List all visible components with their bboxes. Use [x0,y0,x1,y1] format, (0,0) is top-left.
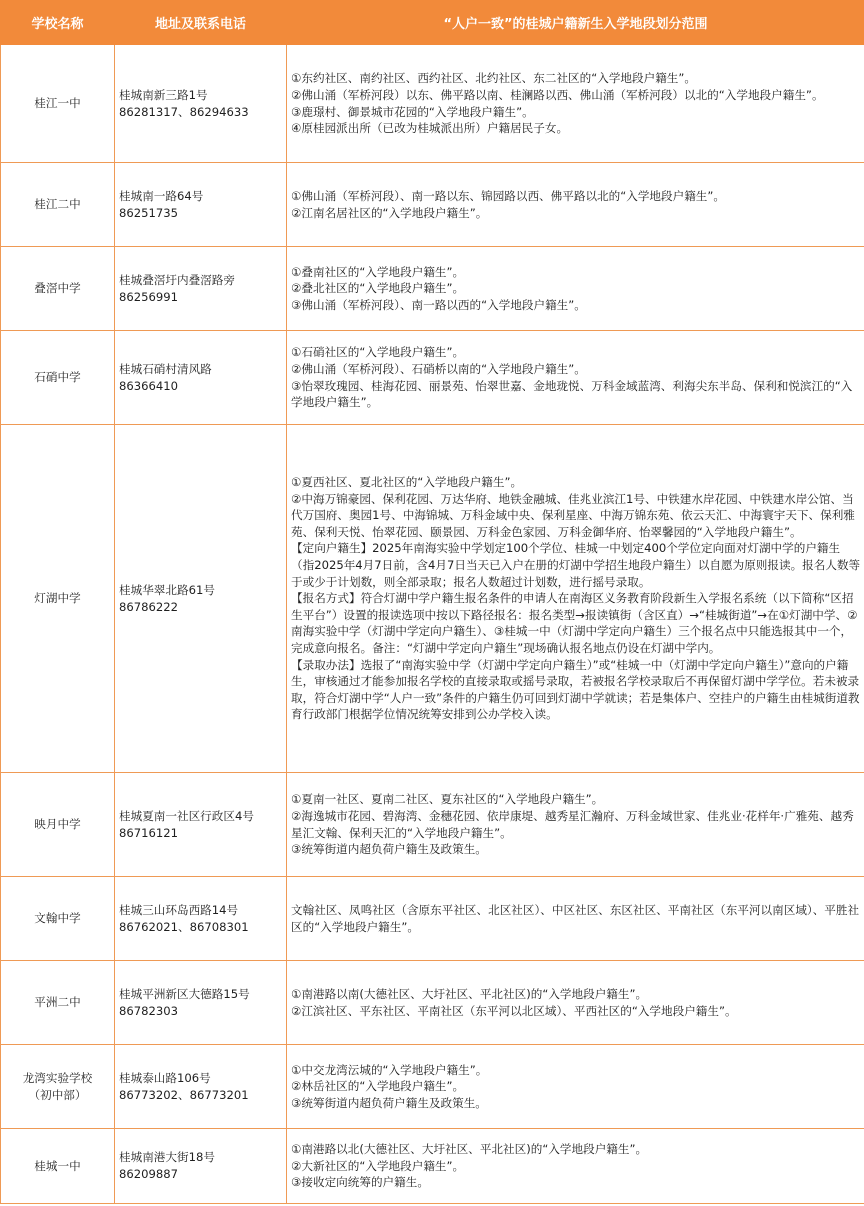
address-cell [115,163,287,247]
address-cell [115,1045,287,1129]
scope-item: ③怡翠玫瑰园、桂海花园、丽景苑、怡翠世嘉、金地珑悦、万科金域蓝湾、利海尖东半岛、保利和悦滨江的“入学地段户籍生”。 [291,378,853,410]
phone-text: 86281317、86294633 [119,104,249,119]
scope-item: ②佛山涌（军桥河段）、石硝桥以南的“入学地段户籍生”。 [291,361,586,376]
address-text: 桂城泰山路106号 [119,1070,211,1085]
table-row [1,1045,864,1129]
phone-text: 86786222 [119,599,179,614]
phone-text: 86251735 [119,205,179,220]
phone-text: 86256991 [119,289,179,304]
school-name-cell [1,425,115,773]
scope-item: ②佛山涌（军桥河段）以东、佛平路以南、桂澜路以西、佛山涌（军桥河段）以北的“入学地段户籍生”。 [291,87,824,102]
phone-text: 86762021、86708301 [119,919,249,934]
scope-cell [287,877,864,961]
scope-cell [287,331,864,425]
scope-cell [287,45,864,163]
address-text: 桂城夏南一社区行政区4号 [119,808,254,823]
scope-item: ③统筹街道内超负荷户籍生及政策生。 [291,842,487,857]
scope-item: ②中海万锦豪园、保利花园、万达华府、地铁金融城、佳兆业滨江1号、中铁建水岸花园、中铁建水岸公馆、当代万国府、奥园1号、中海锦城、万科金域中央、保利星座、中海万锦东苑、依云天汇、中海寰宇天下、保利雅苑、保利天悦、怡翠花园、颐景园、万科金色家园、万科金御华府、怡翠馨园的“入学地段户籍生”。 [291,491,855,539]
school-name-cell [1,961,115,1045]
school-name-cell [1,1129,115,1204]
table-row [1,1129,864,1204]
scope-item: ①叠南社区的“入学地段户籍生”。 [291,264,465,279]
table-row [1,425,864,773]
scope-cell [287,1129,864,1204]
scope-item: 【报名方式】符合灯湖中学户籍生报名条件的申请人在南海区义务教育阶段新生入学报名系统（以下简称“区招生平台”）设置的报读选项中按以下路径报名：报名类型→报读镇街（含区直）→“桂城街道”→在①灯湖中学、②南海实验中学（灯湖中学定向户籍生）、③桂城一中（灯湖中学定向户籍生）三个报名点中只能选报其中一个，完成意向报名。备注：“灯湖中学定向户籍生”现场确认报名地点仍设在灯湖中学内。 [291,591,858,655]
scope-item: ①夏南一社区、夏南二社区、夏东社区的“入学地段户籍生”。 [291,792,604,807]
school-name-cell [1,1045,115,1129]
scope-cell [287,961,864,1045]
school-name-cell [1,877,115,961]
table-row [1,773,864,877]
scope-item: ④原桂园派出所（已改为桂城派出所）户籍居民子女。 [291,121,569,136]
header-school-name: 学校名称 [1,1,115,45]
address-text: 桂城石硝村清风路 [119,361,212,376]
table-body [1,45,864,1204]
table-header-row [1,1,864,45]
scope-item: 【定向户籍生】2025年南海实验中学划定100个学位、桂城一中划定400个学位定向面对灯湖中学的户籍生（指2025年4月7日前，含4月7日当天已入户在册的灯湖中学招生地段户籍生）以自愿为原则报读。报名人数等于或少于计划数，则全部录取；报名人数超过计划数，进行摇号录取。 [291,541,861,589]
scope-cell [287,773,864,877]
address-cell [115,877,287,961]
address-cell [115,425,287,773]
address-text: 桂城平洲新区大德路15号 [119,986,250,1001]
scope-cell [287,247,864,331]
address-text: 桂城南一路64号 [119,188,204,203]
scope-item: ①石硝社区的“入学地段户籍生”。 [291,345,465,360]
school-name: 灯湖中学 [34,591,81,606]
table-row [1,961,864,1045]
scope-item: ①中交龙湾沄城的“入学地段户籍生”。 [291,1062,488,1077]
address-cell [115,45,287,163]
school-name-cell [1,331,115,425]
scope-item: ③鹿璟村、御景城市花园的“入学地段户籍生”。 [291,104,534,119]
phone-text: 86366410 [119,378,179,393]
scope-item: ①夏西社区、夏北社区的“入学地段户籍生”。 [291,475,523,490]
school-name: 叠滘中学 [34,281,81,296]
scope-item: ②江滨社区、平东社区、平南社区（东平河以北区域）、平西社区的“入学地段户籍生”。 [291,1003,737,1018]
school-name: 映月中学 [34,817,81,832]
scope-item: ②林岳社区的“入学地段户籍生”。 [291,1079,465,1094]
school-name: 龙湾实验学校 [22,1070,93,1085]
table-row [1,163,864,247]
scope-cell [287,163,864,247]
table-row [1,877,864,961]
scope-item: ②江南名居社区的“入学地段户籍生”。 [291,205,488,220]
address-cell [115,331,287,425]
table-row [1,331,864,425]
phone-text: 86209887 [119,1167,179,1181]
school-name-cell [1,773,115,877]
scope-item: ①东约社区、南约社区、西约社区、北约社区、东二社区的“入学地段户籍生”。 [291,71,697,86]
scope-item: ①南港路以北(大德社区、大圩社区、平北社区)的“入学地段户籍生”。 [291,1142,648,1157]
header-enrollment-scope: “人户一致”的桂城户籍新生入学地段划分范围 [287,1,864,45]
scope-item: 【录取办法】选报了“南海实验中学（灯湖中学定向户籍生）”或“桂城一中（灯湖中学定向户籍生）”意向的户籍生，审核通过才能参加报名学校的直接录取或摇号录取，若被报名学校录取后不再保留灯湖中学学位。若未被录取，符合灯湖中学“人户一致”条件的户籍生仍可回到灯湖中学就读；若是集体户、空挂户的户籍生由桂城街道教育行政部门根据学位情况统筹安排到公办学校入读。 [291,657,860,722]
scope-item: ②海逸城市花园、碧海湾、金穗花园、依岸康堤、越秀星汇瀚府、万科金域世家、佳兆业·花样年·广雅苑、越秀星汇文翰、保利天汇的“入学地段户籍生”。 [291,808,854,840]
school-name: 平洲二中 [34,995,81,1010]
scope-item: ③统筹街道内超负荷户籍生及政策生。 [291,1095,487,1110]
school-name: 石硝中学 [34,370,81,385]
table-row [1,247,864,331]
school-name-cell [1,45,115,163]
phone-text: 86716121 [119,825,179,840]
scope-item: ①南港路以南(大德社区、大圩社区、平北社区)的“入学地段户籍生”。 [291,986,648,1001]
table-row [1,45,864,163]
scope-item: 文翰社区、凤鸣社区（含原东平社区、北区社区）、中区社区、东区社区、平南社区（东平河以南区域）、平胜社区的“入学地段户籍生”。 [291,902,860,934]
school-name: 桂江二中 [34,197,81,212]
school-name: 文翰中学 [34,911,81,926]
phone-text: 86782303 [119,1003,179,1018]
school-name: 桂江一中 [34,96,81,111]
school-name-cell [1,163,115,247]
scope-cell [287,425,864,773]
address-text: 桂城南港大街18号 [119,1150,215,1165]
address-cell [115,1129,287,1204]
address-text: 桂城三山环岛西路14号 [119,902,239,917]
scope-item: ②大新社区的“入学地段户籍生”。 [291,1158,465,1173]
school-name: 桂城一中 [34,1158,81,1173]
scope-item: ②叠北社区的“入学地段户籍生”。 [291,281,465,296]
school-name-cell [1,247,115,331]
address-cell [115,773,287,877]
scope-item: ③接收定向统筹的户籍生。 [291,1175,429,1190]
address-cell [115,961,287,1045]
address-cell [115,247,287,331]
school-name: （初中部） [28,1087,87,1102]
header-address-phone: 地址及联系电话 [115,1,287,45]
phone-text: 86773202、86773201 [119,1087,249,1102]
address-text: 桂城华翠北路61号 [119,582,215,597]
address-text: 桂城叠滘圩内叠滘路旁 [119,272,235,287]
scope-cell [287,1045,864,1129]
scope-item: ③佛山涌（军桥河段）、南一路以西的“入学地段户籍生”。 [291,297,586,312]
address-text: 桂城南新三路1号 [119,87,208,102]
scope-item: ①佛山涌（军桥河段）、南一路以东、锦园路以西、佛平路以北的“入学地段户籍生”。 [291,188,725,203]
